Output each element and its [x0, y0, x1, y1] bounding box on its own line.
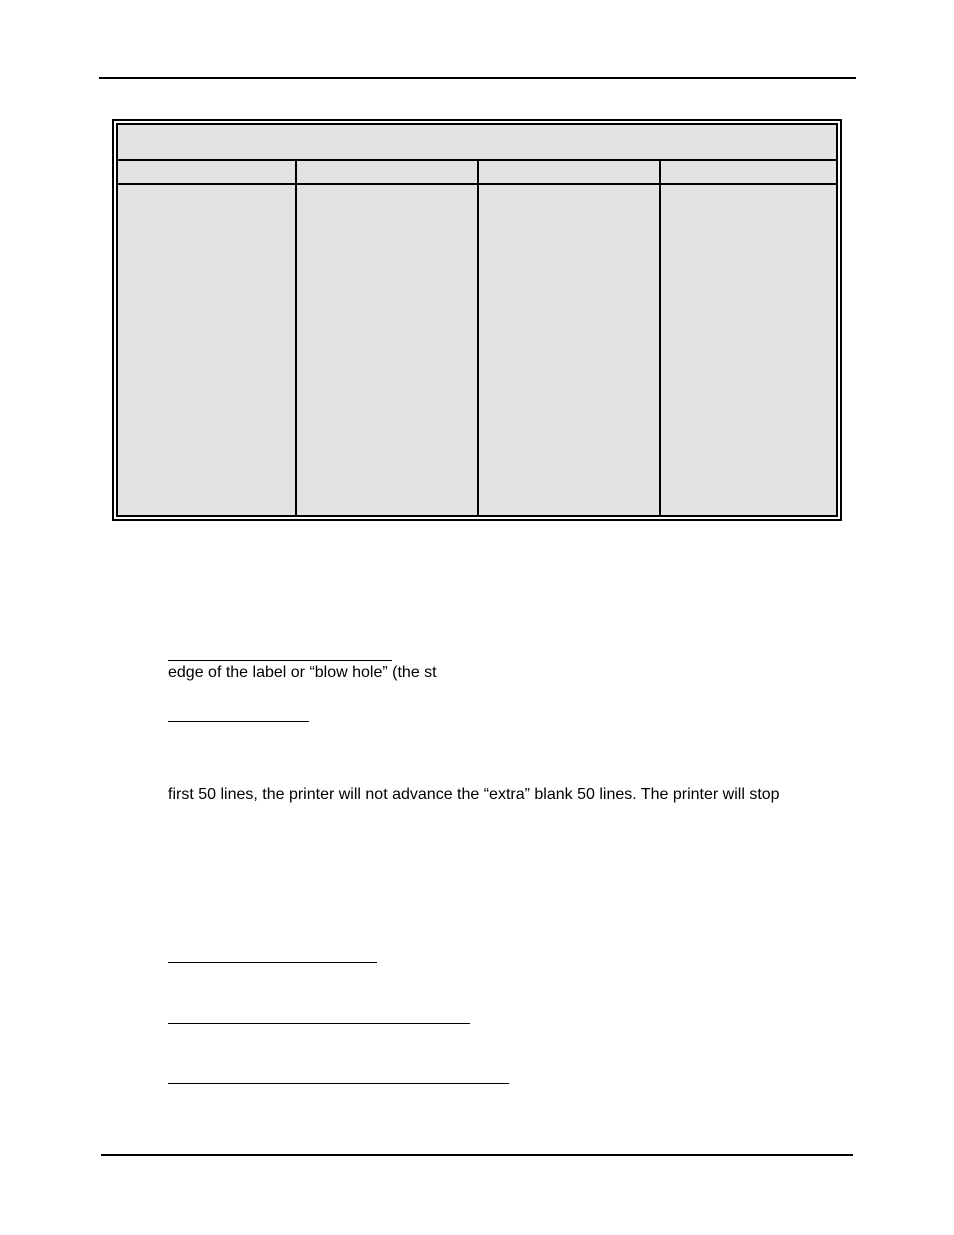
- body-text-line: edge of the label or “blow hole” (the st: [168, 664, 437, 681]
- underlined-heading: [168, 1023, 470, 1024]
- underlined-heading: [168, 721, 309, 722]
- underlined-heading: [168, 1083, 509, 1084]
- header-rule: [99, 77, 856, 79]
- column-divider: [477, 161, 479, 515]
- table-body: [116, 123, 838, 517]
- table-title-row: [118, 125, 836, 161]
- column-divider: [295, 161, 297, 515]
- specification-table: [112, 119, 842, 521]
- underlined-heading: [168, 962, 377, 963]
- underlined-heading: [168, 660, 392, 661]
- footer-rule: [101, 1154, 853, 1156]
- column-divider: [659, 161, 661, 515]
- body-text-line: first 50 lines, the printer will not advance the “extra” blank 50 lines. The printer will stop: [168, 786, 780, 803]
